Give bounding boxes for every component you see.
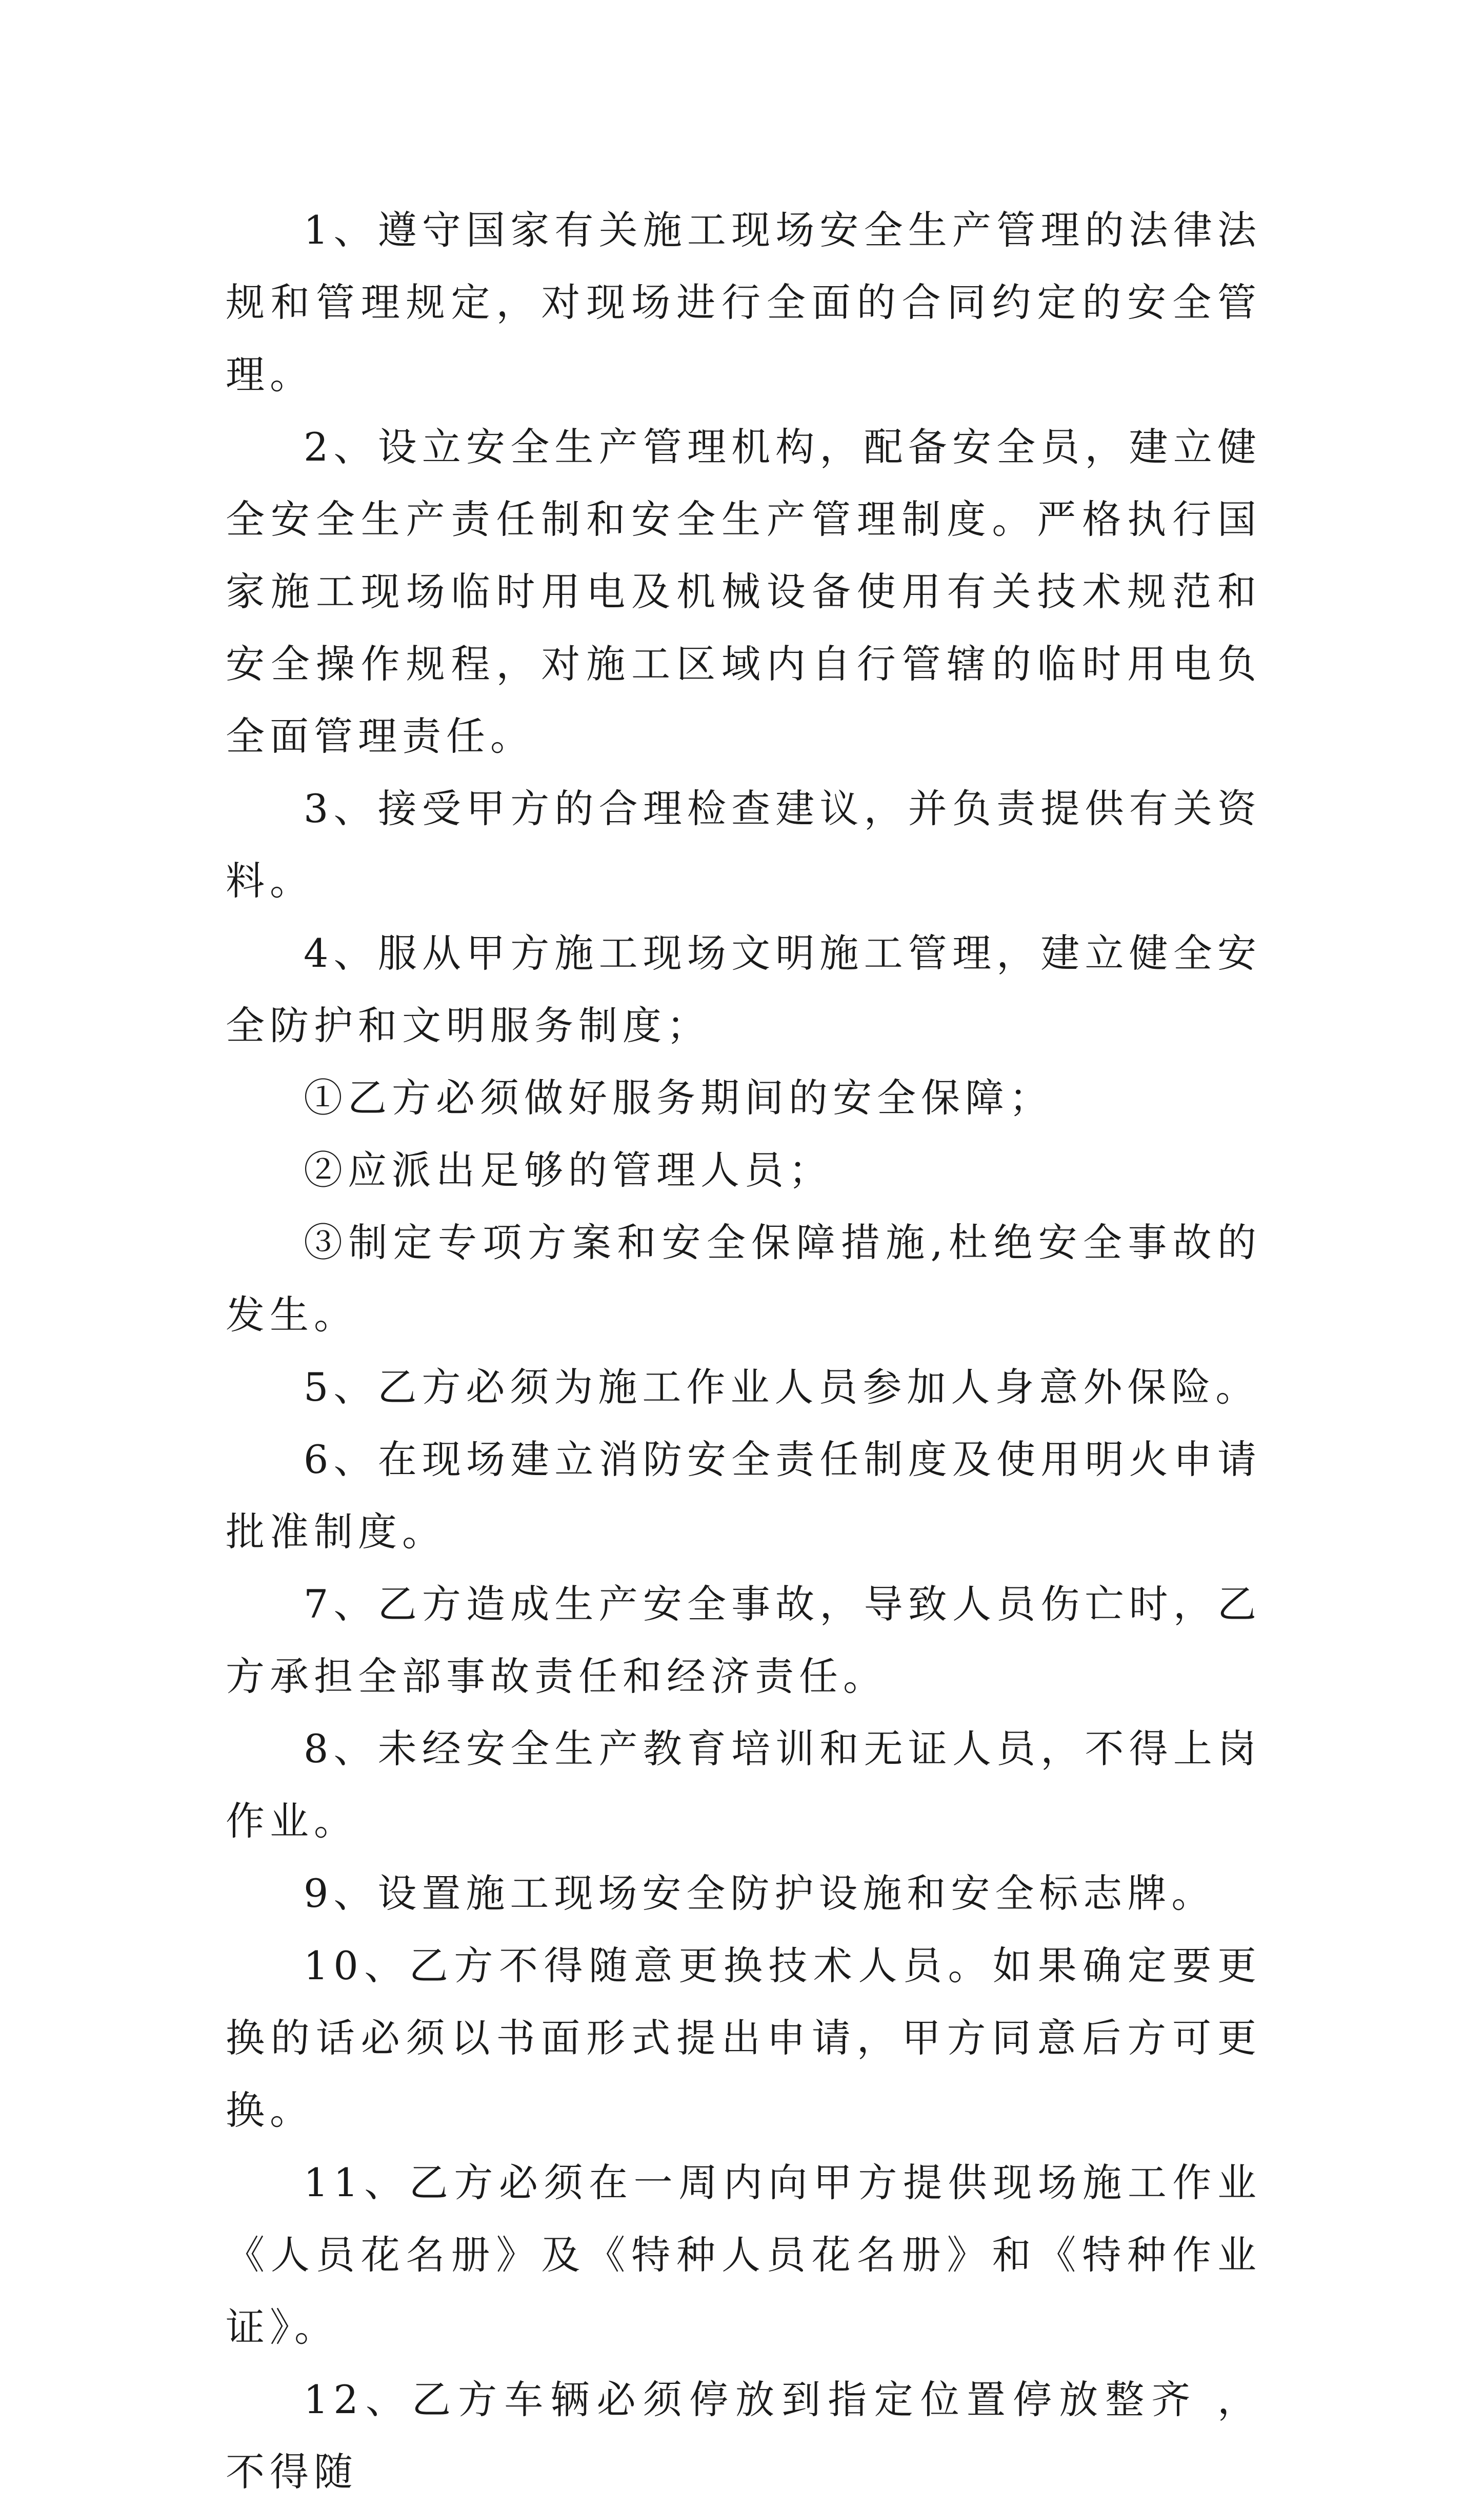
- paragraph-11: 11、乙方必须在一周内向甲方提供现场施工作业《人员花名册》及《特种人员花名册》和《特种作业证》。: [226, 2160, 1261, 2350]
- document-body: [226, 194, 1261, 2508]
- paragraph-4: 4、服从甲方施工现场文明施工管理，建立健全安全防护和文明服务制度；: [226, 930, 1261, 1048]
- paragraph-4-item-2: ②应派出足够的管理人员；: [304, 1147, 833, 1193]
- paragraph-10: 10、乙方不得随意更换技术人员。如果确定要更换的话必须以书面形式提出申请，甲方同意后方可更换。: [226, 1943, 1261, 2133]
- paragraph-12: 12、乙方车辆必须停放到指定位置停放整齐 ，不得随: [226, 2377, 1261, 2495]
- paragraph-3: 3、接受甲方的合理检查建议，并负责提供有关资料。: [226, 786, 1261, 904]
- paragraph-1: 1、遵守国家有关施工现场安全生产管理的法律法规和管理规定，对现场进行全面的合同约定的安全管理。: [226, 207, 1261, 397]
- paragraph-4-item-3: ③制定专项方案和安全保障措施,杜绝安全事故的发生。: [226, 1220, 1261, 1338]
- paragraph-8: 8、未经安全生产教育培训和无证人员，不得上岗作业。: [226, 1726, 1261, 1844]
- paragraph-9: 9、设置施工现场安全防护设施和安全标志牌。: [304, 1870, 1216, 1916]
- paragraph-7: 7、乙方造成生产安全事故，导致人员伤亡时，乙方承担全部事故责任和经济责任。: [226, 1581, 1261, 1699]
- paragraph-2: 2、设立安全生产管理机构，配备安全员，建立健全安全生产责任制和安全生产管理制度。严格执行国家施工现场临时用电及机械设备使用有关技术规范和安全操作规程，对施工区域内自行管辖的临时用电负全面管理责任。: [226, 424, 1261, 759]
- paragraph-6: 6、在现场建立消防安全责任制度及使用明火申请批准制度。: [226, 1437, 1261, 1555]
- paragraph-4-item-1: ①乙方必须做好服务期间的安全保障；: [304, 1075, 1053, 1121]
- paragraph-5: 5、乙方必须为施工作业人员参加人身意外保险。: [304, 1364, 1260, 1410]
